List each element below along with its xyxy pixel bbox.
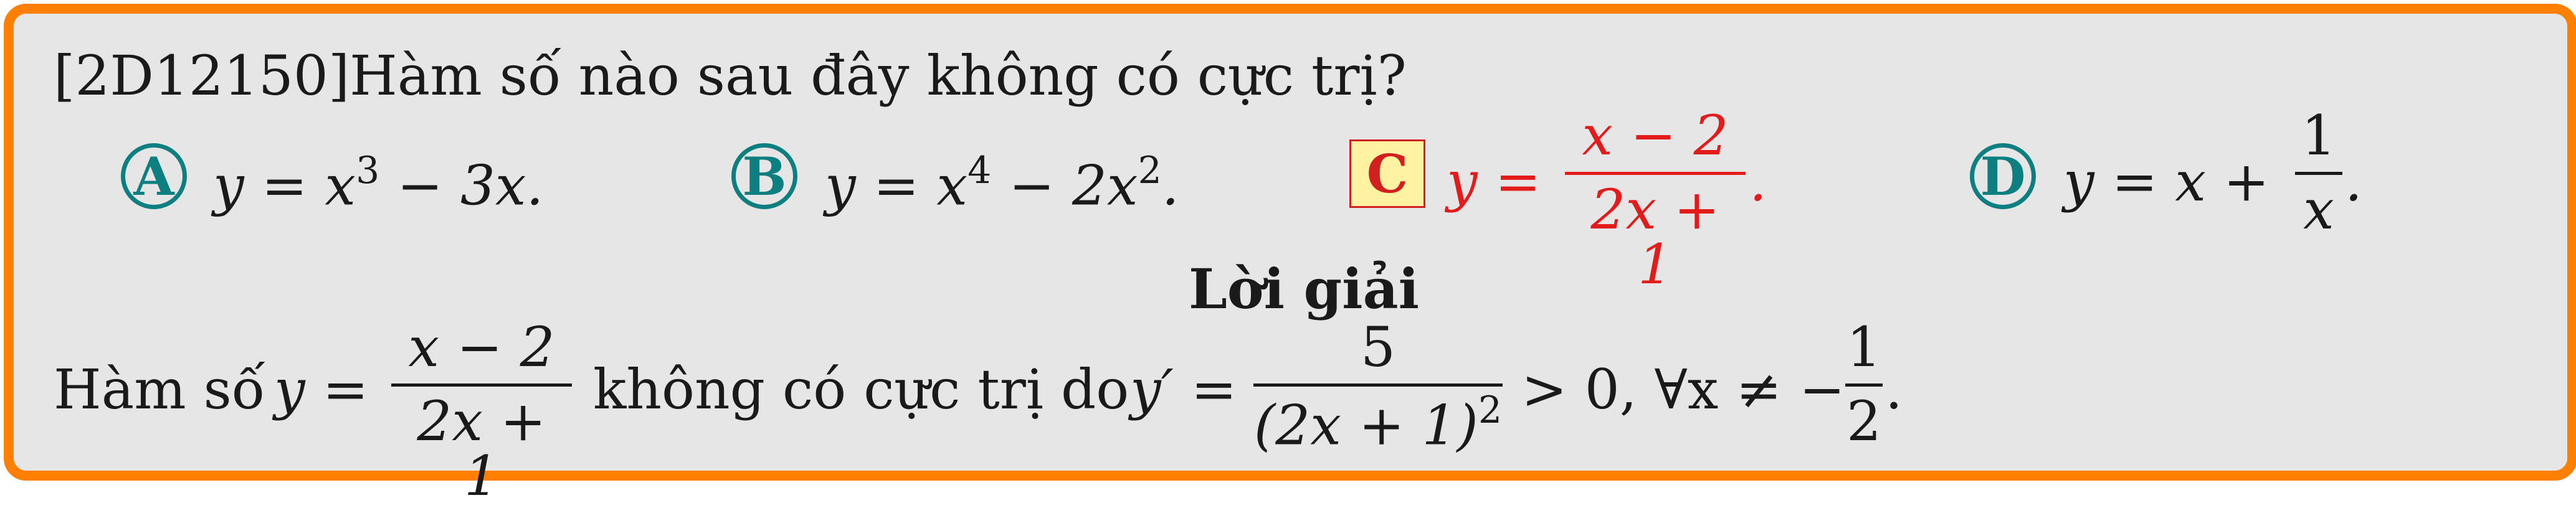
option-a-lhs: y (213, 153, 244, 218)
option-c-eq: = (1495, 149, 1541, 214)
solution-middle: không có cực trị do (593, 357, 1129, 421)
option-b-eq: = (873, 153, 920, 218)
option-d-end (2345, 149, 2362, 214)
option-d-lhs: y (2063, 149, 2094, 214)
solution-fraction-1 (391, 315, 572, 508)
solution-yprime-eq (1130, 357, 1237, 421)
option-c-lhs-group (1447, 149, 1541, 214)
option-a-sup: 3 (356, 149, 380, 192)
option-d-end-text: . (2345, 149, 2362, 214)
solution-fraction-1-numerator: x − 2 (408, 315, 555, 379)
option-d-fraction-bar (2295, 172, 2342, 175)
question-card (4, 4, 2576, 508)
option-b-lhs: y (825, 153, 856, 218)
option-c-fraction (1565, 103, 1746, 296)
solution-fraction-2-den-base: (2x + 1) (1253, 393, 1478, 458)
question-text: Hàm số nào sau đây không có cực trị? (349, 44, 1407, 108)
option-d-marker[interactable] (1970, 143, 2036, 209)
solution-y: y (274, 357, 305, 421)
option-c-end (1749, 149, 1767, 214)
option-b-marker[interactable] (731, 143, 797, 209)
solution-title: Lời giải (1189, 256, 1420, 321)
solution-fraction-1-denominator: 2x + 1 (417, 389, 546, 508)
solution-fraction-2 (1253, 315, 1503, 458)
option-d-expression (2063, 149, 2269, 214)
option-c-fraction-bar (1565, 172, 1746, 175)
solution-prefix: Hàm số (54, 357, 265, 421)
option-b-sup2: 2 (1138, 149, 1162, 192)
option-b-base: x (936, 153, 968, 218)
solution-eq: = (322, 357, 369, 421)
solution-y-eq (274, 357, 369, 421)
option-a-label: A (133, 145, 174, 207)
option-b-sup: 4 (967, 149, 992, 192)
solution-fraction-2-numerator: 5 (1361, 315, 1395, 379)
option-a-base: x (325, 153, 356, 218)
option-d-fraction (2295, 103, 2342, 242)
solution-fraction-2-bar (1253, 383, 1503, 387)
option-c-marker[interactable] (1349, 139, 1425, 208)
option-a-expression (213, 149, 544, 218)
option-c-lhs: y (1447, 149, 1478, 214)
option-c-end-text: . (1749, 149, 1767, 214)
question-id: [2D12150] (54, 44, 350, 108)
option-c-denominator: 2x + 1 (1590, 177, 1720, 296)
question-line (54, 44, 1407, 108)
solution-fraction-2-denominator (1253, 388, 1503, 458)
solution-fraction-3-numerator: 1 (1846, 315, 1881, 379)
option-d-eq: = (2111, 149, 2158, 214)
option-b-rest: − 2x (1009, 153, 1138, 218)
option-d-numerator: 1 (2301, 103, 2336, 167)
option-c-label: C (1366, 143, 1409, 205)
solution-fraction-3-denominator: 2 (1846, 389, 1881, 453)
option-d-mid: x + (2175, 149, 2269, 214)
solution-tail: > 0, ∀x ≠ − (1521, 357, 1845, 421)
solution-end: . (1885, 357, 1903, 421)
solution-fraction-3 (1845, 315, 1883, 453)
option-b-end: . (1161, 153, 1179, 218)
option-d-label: D (1980, 145, 2026, 207)
option-b-label: B (742, 145, 787, 207)
solution-eq2: = (1191, 357, 1237, 421)
option-c-numerator: x − 2 (1582, 103, 1729, 167)
solution-fraction-3-bar (1845, 383, 1883, 387)
solution-yprime: y′ (1130, 357, 1174, 421)
solution-fraction-1-bar (391, 383, 572, 387)
option-a-rest: − 3x. (397, 153, 544, 218)
option-d-denominator: x (2303, 177, 2334, 242)
option-a-eq: = (261, 153, 308, 218)
option-b-expression (825, 149, 1179, 218)
solution-fraction-2-den-sup: 2 (1478, 388, 1503, 432)
option-a-marker[interactable] (121, 143, 187, 209)
